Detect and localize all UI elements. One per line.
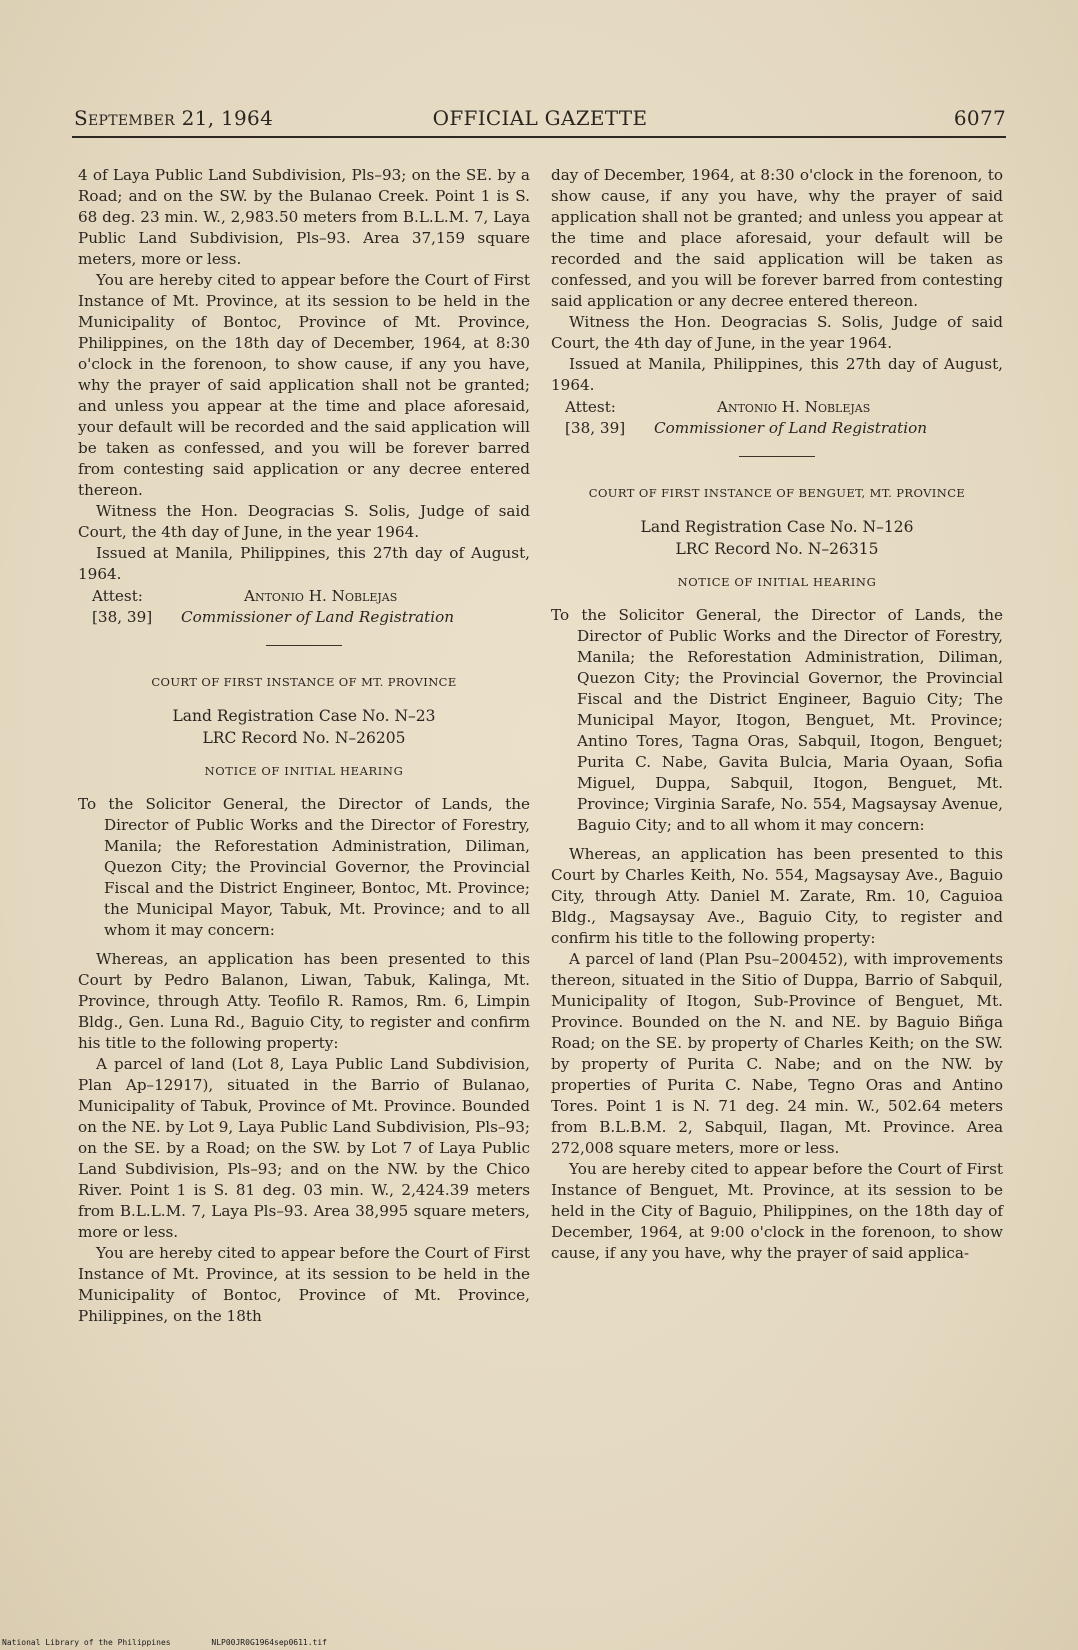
case-number: Land Registration Case No. N–23 xyxy=(172,707,436,725)
court-heading: COURT OF FIRST INSTANCE OF MT. PROVINCE xyxy=(151,675,457,689)
lrc-record: LRC Record No. N–26205 xyxy=(202,729,406,747)
addressees: To the Solicitor General, the Director of Lands, the Director of Public Works and the Director of Forestry, Manila; the Reforestation Administration, Diliman, Quezon City; the Provincial Governor, the Provincial Fiscal and the District Engineer, Bontoc, Mt. Province; the Municipal Mayor, Tabuk, Mt. Province; and to all whom it may concern: xyxy=(78,795,530,939)
attest-title: Commissioner of Land Registration xyxy=(181,608,455,626)
attest-name: Antonio H. Noblejas xyxy=(717,398,871,416)
paragraph: A parcel of land (Plan Psu–200452), with improvements thereon, situated in the Sitio of Duppa, Barrio of Sabquil, Municipality of Itogon, Sub-Province of Benguet, Mt. Province. Bounded on the N. and NE. by Baguio Biñga Road; on the SE. by property of Charles Keith; on the SW. by property of Purita C. Nabe; and on the NW. by properties of Purita C. Nabe, Tegno Oras and Antino Tores. Point 1 is N. 71 deg. 24 min. W., 502.64 meters from B.L.B.M. 2, Sabquil, Ilagan, Mt. Province. Area 272,008 square meters, more or less. xyxy=(551,950,1003,1157)
section-divider xyxy=(739,456,815,457)
paragraph: day of December, 1964, at 8:30 o'clock in the forenoon, to show cause, if any you have, why the prayer of said application shall not be granted; and unless you appear at the time and place aforesaid, your default will be recorded and the said application will be taken as confessed, and you will be forever barred from contesting said application or any decree entered thereon. xyxy=(551,166,1003,310)
paragraph: You are hereby cited to appear before the Court of First Instance of Mt. Province, at its session to be held in the Municipality of Bontoc, Province of Mt. Province, Philippines, on the 18th day of December, 1964, at 8:30 o'clock in the forenoon, to show cause, if any you have, why the prayer of said application shall not be granted; and unless you appear at the time and place aforesaid, your default will be recorded and the said application will be taken as confessed, and you will be forever barred from contesting said application or any decree entered thereon. xyxy=(78,271,530,499)
publication-title: OFFICIAL GAZETTE xyxy=(432,106,648,130)
page-number: 6077 xyxy=(953,106,1006,130)
page-header xyxy=(74,106,1006,136)
case-number: Land Registration Case No. N–126 xyxy=(640,518,914,536)
attest-ref: [38, 39] xyxy=(92,608,153,626)
paragraph: Issued at Manila, Philippines, this 27th day of August, 1964. xyxy=(551,355,1003,394)
court-heading: COURT OF FIRST INSTANCE OF BENGUET, MT. PROVINCE xyxy=(588,486,966,500)
right-column xyxy=(551,165,1003,1264)
notice-heading: NOTICE OF INITIAL HEARING xyxy=(204,764,404,778)
attestation-block xyxy=(78,586,530,628)
paragraph: You are hereby cited to appear before the Court of First Instance of Mt. Province, at its session to be held in the Municipality of Bontoc, Province of Mt. Province, Philippines, on the 18th xyxy=(78,1244,530,1325)
notice-heading: NOTICE OF INITIAL HEARING xyxy=(677,575,877,589)
paragraph: 4 of Laya Public Land Subdivision, Pls–93; on the SE. by a Road; and on the SW. by the Bulanao Creek. Point 1 is S. 68 deg. 23 min. W., 2,983.50 meters from B.L.L.M. 7, Laya Public Land Subdivision, Pls–93. Area 37,159 square meters, more or less. xyxy=(78,166,530,268)
paragraph: Witness the Hon. Deogracias S. Solis, Judge of said Court, the 4th day of June, in the year 1964. xyxy=(551,313,1003,352)
left-column xyxy=(78,165,530,1327)
addressees: To the Solicitor General, the Director of Lands, the Director of Public Works and the Director of Forestry, Manila; the Reforestation Administration, Diliman, Quezon City; the Provincial Governor, the Provincial Fiscal and the District Engineer, Baguio City; The Municipal Mayor, Itogon, Benguet, Mt. Province; Antino Tores, Tagna Oras, Sabquil, Itogon, Benguet; Purita C. Nabe, Gavita Bulcia, Maria Oyaan, Sofia Miguel, Duppa, Sabquil, Itogon, Benguet, Mt. Province; Virginia Sarafe, No. 554, Magsaysay Avenue, Baguio City; and to all whom it may concern: xyxy=(551,606,1003,834)
lrc-record: LRC Record No. N–26315 xyxy=(675,540,879,558)
issue-date: September 21, 1964 xyxy=(74,106,274,130)
paragraph: Whereas, an application has been presented to this Court by Pedro Balanon, Liwan, Tabuk, Kalinga, Mt. Province, through Atty. Teofilo R. Ramos, Rm. 6, Limpin Bldg., Gen. Luna Rd., Baguio City, to register and confirm his title to the following property: xyxy=(78,950,530,1052)
paragraph: Issued at Manila, Philippines, this 27th day of August, 1964. xyxy=(78,544,530,583)
attest-title: Commissioner of Land Registration xyxy=(654,419,928,437)
attest-label: Attest: xyxy=(92,587,143,605)
paragraph: A parcel of land (Lot 8, Laya Public Land Subdivision, Plan Ap–12917), situated in the Barrio of Bulanao, Municipality of Tabuk, Province of Mt. Province. Bounded on the NE. by Lot 9, Laya Public Land Subdivision, Pls–93; on the SE. by a Road; on the SW. by Lot 7 of Laya Public Land Subdivision, Pls–93; and on the NW. by the Chico River. Point 1 is S. 81 deg. 03 min. W., 2,424.39 meters from B.L.L.M. 7, Laya Pls–93. Area 38,995 square meters, more or less. xyxy=(78,1055,530,1241)
footer-file: NLP00JR0G1964sep0611.tif xyxy=(211,1638,327,1647)
attest-ref: [38, 39] xyxy=(565,419,626,437)
attestation-block xyxy=(551,397,1003,439)
paragraph: You are hereby cited to appear before the Court of First Instance of Benguet, Mt. Province, at its session to be held in the City of Baguio, Philippines, on the 18th day of December, 1964, at 9:00 o'clock in the forenoon, to show cause, if any you have, why the prayer of said applica- xyxy=(551,1160,1003,1262)
scan-footer xyxy=(2,1638,363,1648)
paragraph: Whereas, an application has been presented to this Court by Charles Keith, No. 554, Magsaysay Ave., Baguio City, through Atty. Daniel M. Zarate, Rm. 10, Caguioa Bldg., Magsaysay Ave., Baguio City, to register and confirm his title to the following property: xyxy=(551,845,1003,947)
header-rule xyxy=(72,136,1006,138)
footer-source: National Library of the Philippines xyxy=(2,1638,171,1647)
section-divider xyxy=(266,645,342,646)
paragraph: Witness the Hon. Deogracias S. Solis, Judge of said Court, the 4th day of June, in the year 1964. xyxy=(78,502,530,541)
attest-name: Antonio H. Noblejas xyxy=(244,587,398,605)
attest-label: Attest: xyxy=(565,398,616,416)
